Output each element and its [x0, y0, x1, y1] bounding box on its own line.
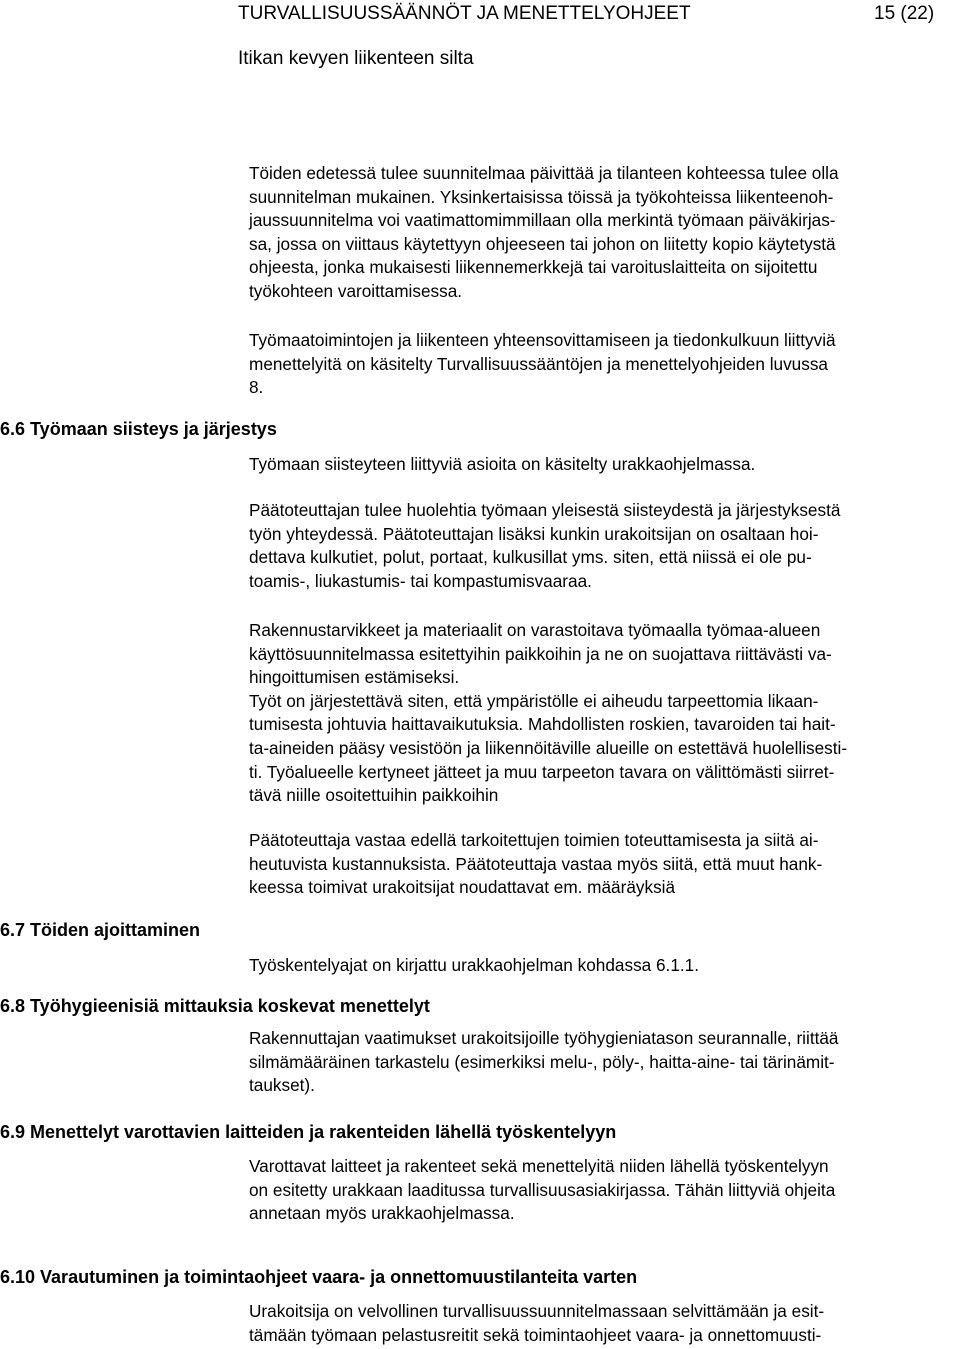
text-line: Päätoteuttajan tulee huolehtia työmaan yleisestä siisteydestä ja järjestyksestä [249, 500, 841, 520]
text-line: ta-aineiden pääsy vesistöön ja liikennöitäville alueille on estettävä huolellisesti- [249, 737, 848, 758]
paragraph-responsibility [249, 829, 955, 900]
section-heading-6-9: 6.9 Menettelyt varottavien laitteiden ja rakenteiden lähellä työskentelyyn [0, 1122, 617, 1142]
text-line: Työskentelyajat on kirjattu urakkaohjelman kohdassa 6.1.1. [249, 955, 699, 975]
text-line: menettelyitä on käsitelty Turvallisuussääntöjen ja menettelyohjeiden luvussa [249, 353, 828, 374]
text-line: työkohteen varoittamisessa. [249, 280, 463, 301]
text-line: Töiden edetessä tulee suunnitelmaa päivittää ja tilanteen kohteessa tulee olla [249, 163, 839, 183]
text-line: työn yhteydessä. Päätoteuttajan lisäksi kunkin urakoitsijan on osaltaan hoi- [249, 523, 819, 544]
paragraph-hazardous-equipment [249, 1155, 955, 1226]
text-line: Urakoitsija on velvollinen turvallisuussuunnitelmassaan selvittämään ja esit- [249, 1301, 825, 1321]
text-line: hingoittumisen estämiseksi. [249, 667, 460, 688]
text-line: sa, jossa on viittaus käytettyyn ohjeeseen tai johon on liitetty kopio käytetystä [249, 233, 836, 254]
paragraph-coordination [249, 329, 955, 400]
document-subtitle: Itikan kevyen liikenteen silta [238, 48, 474, 69]
document-title: TURVALLISUUSSÄÄNNÖT JA MENETTELYOHJEET [238, 3, 691, 24]
paragraph-main-contractor-duties [249, 499, 955, 593]
paragraph-hygiene-measurements [249, 1027, 955, 1098]
text-line: käyttösuunnitelmassa esitettyihin paikkoihin ja ne on suojattava riittävästi va- [249, 643, 832, 664]
section-heading-6-6: 6.6 Työmaan siisteys ja järjestys [0, 419, 277, 439]
section-heading-6-7: 6.7 Töiden ajoittaminen [0, 920, 201, 940]
text-line: tämään työmaan pelastusreitit sekä toimintaohjeet vaara- ja onnettomuusti- [249, 1324, 822, 1345]
text-line: keessa toimivat urakoitsijat noudattavat em. määräyksiä [249, 877, 676, 898]
text-line: Rakennuttajan vaatimukset urakoitsijoille työhygieniatason seurannalle, riittää [249, 1028, 839, 1048]
text-line: heutuvista kustannuksista. Päätoteuttaja vastaa myös siitä, että muut hank- [249, 853, 823, 874]
paragraph-materials-storage [249, 619, 955, 808]
paragraph-working-hours [249, 954, 955, 978]
text-line: toamis-, liukastumis- tai kompastumisvaaraa. [249, 570, 592, 591]
text-line: 8. [249, 377, 264, 398]
text-line: tävä niille osoitettuihin paikkoihin [249, 785, 499, 806]
text-line: tumisesta johtuvia haittavaikutuksia. Mahdollisten roskien, tavaroiden tai hait- [249, 714, 836, 735]
text-line: Varottavat laitteet ja rakenteet sekä menettelyitä niiden lähellä työskentelyyn [249, 1156, 829, 1176]
text-line: on esitetty urakkaan laaditussa turvallisuusasiakirjassa. Tähän liittyviä ohjeita [249, 1179, 836, 1200]
section-heading-6-10: 6.10 Varautuminen ja toimintaohjeet vaara- ja onnettomuustilanteita varten [0, 1267, 638, 1287]
text-line: ti. Työalueelle kertyneet jätteet ja muu tarpeeton tavara on välittömästi siirret- [249, 761, 835, 782]
text-line: dettava kulkutiet, polut, portaat, kulkusillat yms. siten, että niissä ei ole pu- [249, 547, 812, 568]
text-line: Työmaan siisteyteen liittyviä asioita on käsitelty urakkaohjelmassa. [249, 454, 756, 474]
text-line: jaussuunnitelma voi vaatimattomimmillaan olla merkintä työmaan päiväkirjas- [249, 210, 836, 231]
text-line: silmämääräinen tarkastelu (esimerkiksi melu-, pöly-, haitta-aine- tai tärinämit- [249, 1051, 835, 1072]
text-line: taukset). [249, 1075, 315, 1096]
text-line: ohjeesta, jonka mukaisesti liikennemerkkejä tai varoituslaitteita on sijoitettu [249, 257, 818, 278]
text-line: Työt on järjestettävä siten, että ympäristölle ei aiheudu tarpeettomia likaan- [249, 690, 819, 711]
page-number: 15 (22) [874, 3, 935, 24]
text-line: Työmaatoimintojen ja liikenteen yhteensovittamiseen ja tiedonkulkuun liittyviä [249, 330, 836, 350]
text-line: Rakennustarvikkeet ja materiaalit on varastoitava työmaalla työmaa-alueen [249, 620, 821, 640]
section-heading-6-8: 6.8 Työhygieenisiä mittauksia koskevat menettelyt [0, 996, 430, 1016]
text-line: suunnitelman mukainen. Yksinkertaisissa töissä ja työkohteissa liikenteenoh- [249, 186, 834, 207]
text-line: Päätoteuttaja vastaa edellä tarkoitettujen toimien toteuttamisesta ja siitä ai- [249, 830, 819, 850]
paragraph-cleanliness [249, 453, 955, 477]
text-line: annetaan myös urakkaohjelmassa. [249, 1203, 515, 1224]
paragraph-emergency-plans [249, 1300, 955, 1347]
paragraph-traffic-plan [249, 162, 955, 304]
